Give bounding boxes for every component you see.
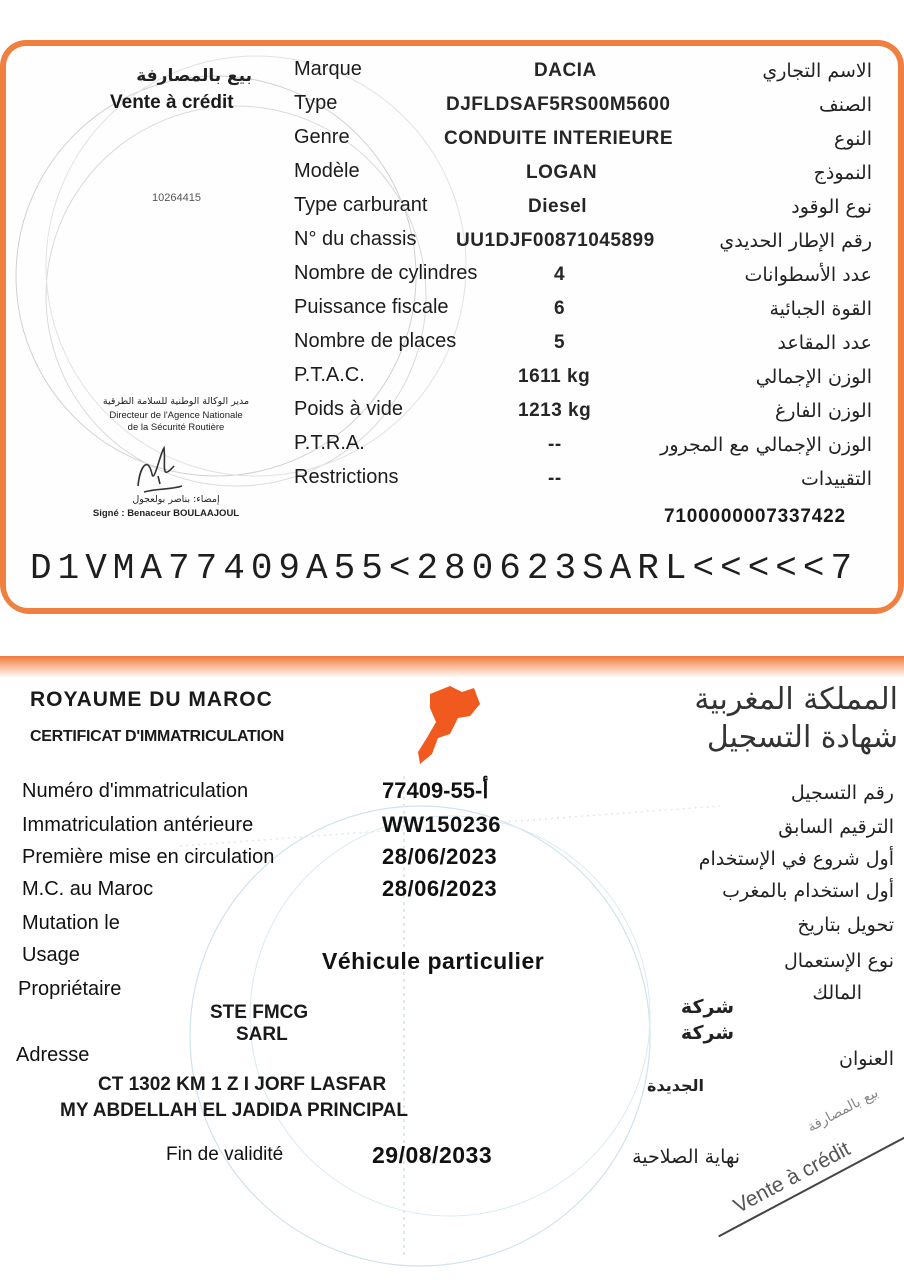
morocco-map-icon	[418, 686, 480, 764]
back-field-label: Marque	[294, 58, 362, 80]
back-field-value: 4	[554, 264, 566, 285]
document-number: 7100000007337422	[664, 506, 846, 527]
back-field-value: --	[548, 434, 562, 455]
front-field-label: Première mise en circulation	[22, 846, 275, 868]
address-city-ar: الجديدة	[647, 1076, 704, 1095]
kingdom-title-ar: المملكة المغربية	[694, 682, 898, 717]
back-field-label-ar: الوزن الإجمالي	[755, 366, 872, 388]
signed-fr: Signé : Benaceur BOULAAJOUL	[92, 508, 240, 519]
front-field-label: M.C. au Maroc	[22, 878, 154, 900]
back-field-value: --	[548, 468, 562, 489]
back-field-label: P.T.R.A.	[294, 432, 365, 454]
stamp-text: Vente à crédit	[729, 1137, 854, 1218]
front-field-value: 77409-أ-55	[382, 778, 489, 803]
back-field-value: Diesel	[528, 196, 587, 217]
signed-ar: إمضاء: بناصر بولعجول	[132, 494, 220, 505]
usage-label-ar: نوع الإستعمال	[784, 950, 894, 972]
front-field-label: Immatriculation antérieure	[22, 814, 254, 836]
director-title-fr-2: de la Sécurité Routière	[127, 422, 225, 433]
back-field-label-ar: الاسم التجاري	[762, 60, 872, 82]
back-field-label: Nombre de places	[294, 330, 457, 352]
back-field-value: UU1DJF00871045899	[456, 230, 655, 251]
front-field-label: Numéro d'immatriculation	[22, 780, 249, 802]
back-field-label-ar: عدد المقاعد	[777, 332, 872, 354]
validity-label: Fin de validité	[166, 1144, 284, 1165]
credit-sale-fr: Vente à crédit	[110, 92, 234, 113]
back-field-value: CONDUITE INTERIEURE	[444, 128, 674, 149]
front-field-label-ar: تحويل بتاريخ	[797, 914, 894, 936]
back-field-label-ar: النموذج	[813, 162, 872, 184]
owner-label-ar: المالك	[812, 982, 862, 1004]
back-field-label: Nombre de cylindres	[294, 262, 478, 284]
back-field-label: Modèle	[294, 160, 360, 182]
back-field-value: LOGAN	[526, 162, 598, 183]
mrz-line: D1VMA77409A55<280623SARL<<<<<7	[30, 548, 859, 589]
back-field-label-ar: القوة الجبائية	[769, 298, 872, 320]
certificate-title-ar: شهادة التسجيل	[706, 720, 898, 755]
back-field-label-ar: عدد الأسطوانات	[744, 264, 872, 286]
usage-label: Usage	[22, 944, 80, 966]
credit-sale-ar: بيع بالمصارفة	[136, 66, 252, 86]
back-field-label: Puissance fiscale	[294, 296, 449, 318]
kingdom-title-fr: ROYAUME DU MAROC	[30, 688, 273, 711]
certificate-title-fr: CERTIFICAT D'IMMATRICULATION	[30, 728, 285, 745]
back-field-label-ar: الصنف	[819, 94, 872, 116]
back-field-value: DACIA	[534, 60, 597, 81]
registration-card-front	[0, 656, 904, 1280]
back-field-label: Poids à vide	[294, 398, 403, 420]
address-label-ar: العنوان	[838, 1048, 894, 1070]
back-field-label: Genre	[294, 126, 350, 148]
back-field-label-ar: نوع الوقود	[791, 196, 872, 218]
owner-label: Propriétaire	[18, 978, 122, 1000]
back-field-value: DJFLDSAF5RS00M5600	[446, 94, 671, 115]
back-field-label: Type	[294, 92, 338, 114]
front-field-label-ar: الترقيم السابق	[778, 816, 894, 838]
front-field-label-ar: أول استخدام بالمغرب	[722, 880, 894, 902]
validity-label-ar: نهاية الصلاحية	[632, 1146, 740, 1168]
card-edge	[0, 656, 904, 678]
back-field-label-ar: الوزن الفارغ	[774, 400, 872, 422]
front-field-label-ar: أول شروع في الإستخدام	[698, 848, 894, 870]
front-field-value: WW150236	[382, 812, 501, 837]
owner-name-ar-2: شركة	[680, 1022, 734, 1044]
back-field-label-ar: النوع	[834, 128, 872, 150]
registration-card-back	[0, 40, 904, 614]
back-field-value: 6	[554, 298, 566, 319]
back-field-label: P.T.A.C.	[294, 364, 365, 386]
serial-number: 10264415	[152, 192, 201, 204]
director-title-fr-1: Directeur de l'Agence Nationale	[109, 410, 243, 421]
back-field-label-ar: الوزن الإجمالي مع المجرور	[660, 434, 872, 456]
back-field-label-ar: رقم الإطار الحديدي	[719, 230, 872, 252]
back-field-label: Restrictions	[294, 466, 399, 488]
owner-name-1: STE FMCG	[210, 1002, 309, 1023]
front-field-label: Mutation le	[22, 912, 120, 934]
front-field-value: 28/06/2023	[382, 844, 498, 869]
address-line-2: MY ABDELLAH EL JADIDA PRINCIPAL	[60, 1100, 409, 1121]
director-signature	[130, 436, 190, 496]
back-field-value: 1213 kg	[518, 400, 592, 421]
back-field-value: 5	[554, 332, 566, 353]
usage-value: Véhicule particulier	[322, 948, 545, 974]
stamp-text-ar: بيع بالمصارفة	[804, 1084, 882, 1136]
back-field-label: N° du chassis	[294, 228, 417, 250]
back-field-label-ar: التقييدات	[800, 468, 872, 490]
validity-value: 29/08/2033	[372, 1142, 493, 1168]
director-title-ar: مدير الوكالة الوطنية للسلامة الطرقية	[102, 396, 250, 407]
owner-name-2: SARL	[236, 1024, 288, 1045]
address-label: Adresse	[16, 1044, 90, 1066]
address-line-1: CT 1302 KM 1 Z I JORF LASFAR	[98, 1074, 387, 1095]
front-field-value: 28/06/2023	[382, 876, 498, 901]
back-field-label: Type carburant	[294, 194, 428, 216]
owner-name-ar-1: شركة	[680, 996, 734, 1018]
card-back-surface	[6, 46, 898, 608]
back-field-value: 1611 kg	[518, 366, 591, 387]
front-field-label-ar: رقم التسجيل	[790, 782, 894, 804]
